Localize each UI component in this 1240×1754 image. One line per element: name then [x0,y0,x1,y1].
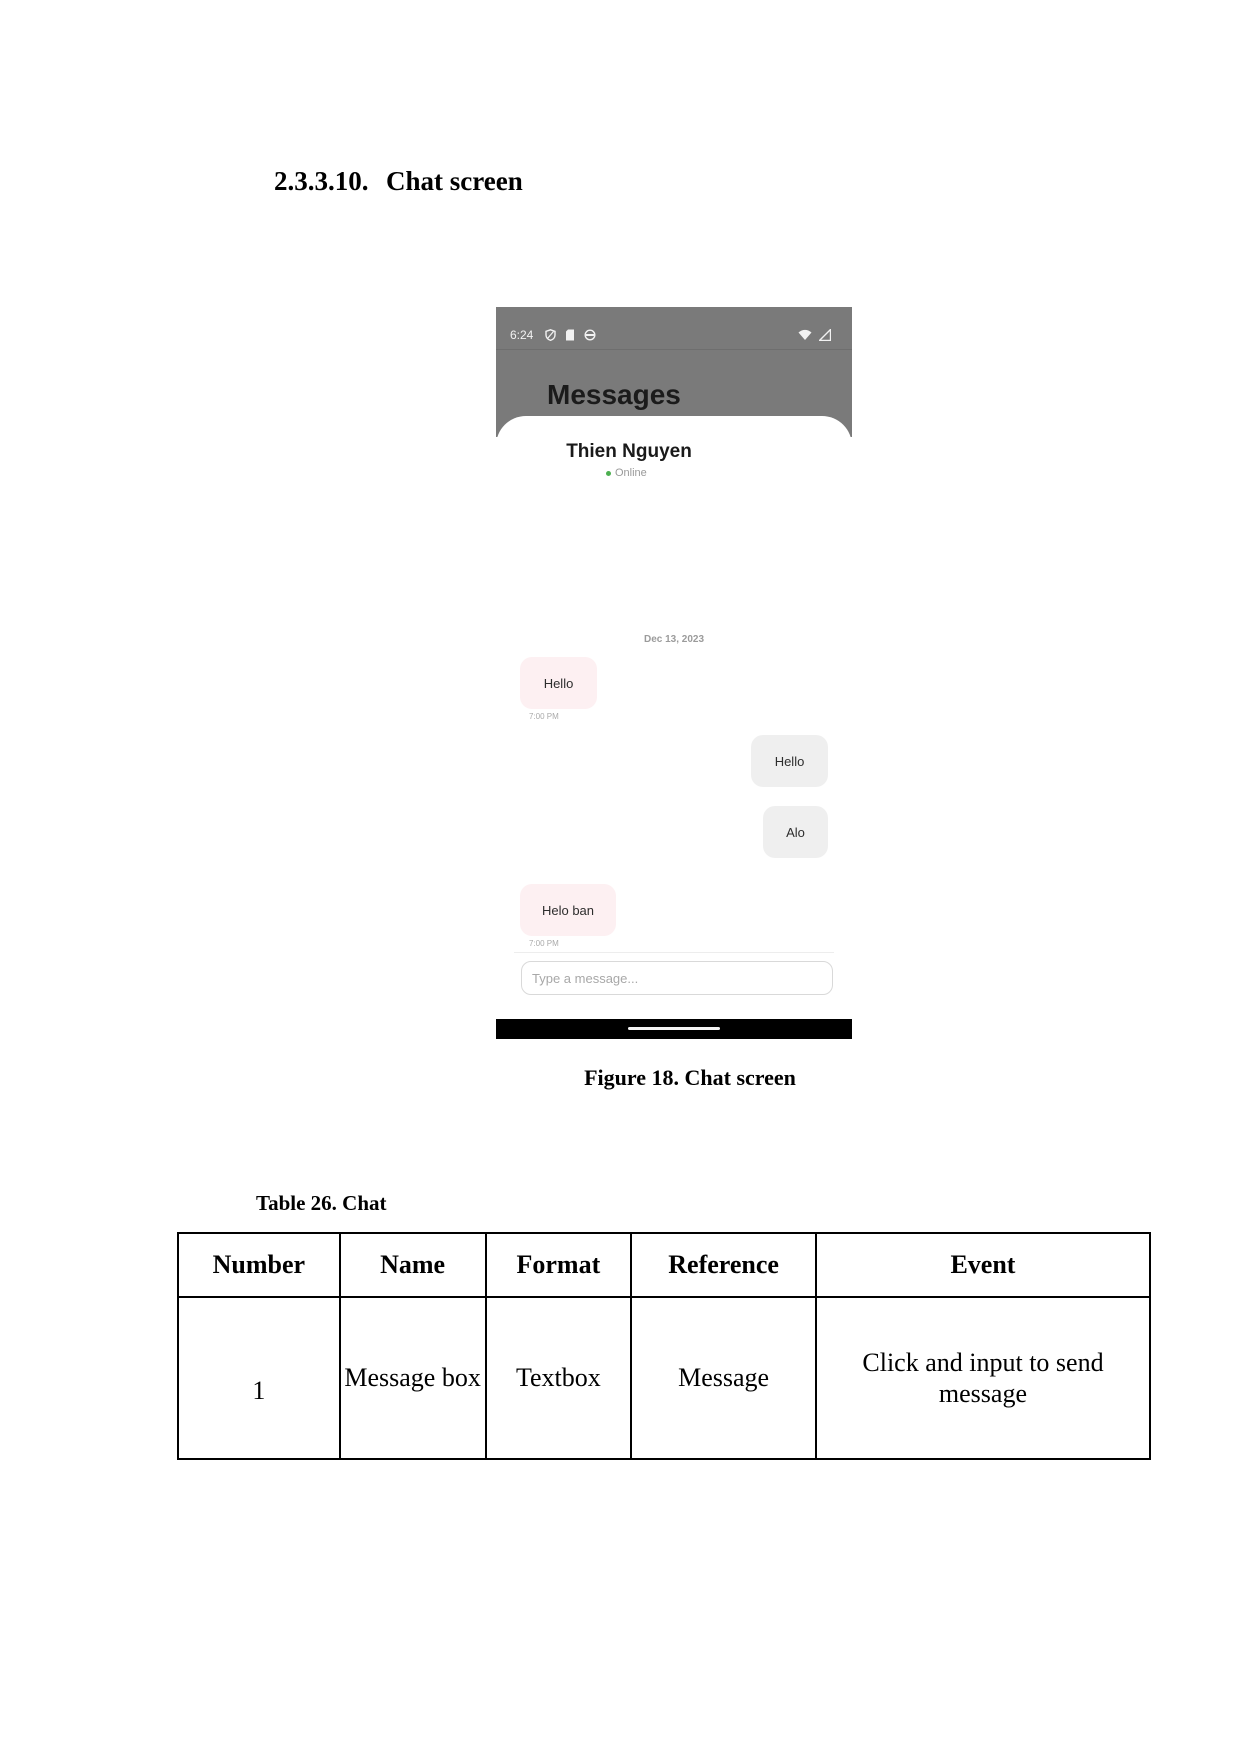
sd-card-icon [563,328,577,342]
figure-caption: Figure 18. Chat screen [584,1065,796,1090]
date-separator: Dec 13, 2023 [644,634,705,645]
cell-number: 1 [178,1297,340,1459]
online-dot-icon [606,471,611,476]
chat-screen-screenshot [496,307,852,1039]
spec-table [177,1232,1151,1460]
sync-icon [583,328,597,342]
header-format: Format [486,1233,632,1297]
message-time: 7:00 PM [529,939,559,948]
message-time: 7:00 PM [529,712,559,721]
message-bubble-outgoing: Alo [763,806,828,858]
cell-format: Textbox [486,1297,632,1459]
section-heading [274,166,523,197]
cell-name: Message box [340,1297,486,1459]
section-number: 2.3.3.10. [274,166,369,196]
system-nav-bar [496,1019,852,1039]
header-reference: Reference [631,1233,816,1297]
cell-event: Click and input to send message [816,1297,1150,1459]
wifi-icon [798,328,812,342]
message-bubble-incoming: Hello [520,657,597,709]
signal-icon [818,328,832,342]
app-title: Messages [547,379,681,410]
section-title: Chat screen [386,166,523,196]
cell-reference: Message [631,1297,816,1459]
shield-icon [543,328,557,342]
status-bar [510,321,838,349]
table-row [178,1297,1150,1459]
message-bubble-incoming: Helo ban [520,884,616,936]
header-event: Event [816,1233,1150,1297]
header-number: Number [178,1233,340,1297]
status-time: 6:24 [510,328,534,342]
contact-status [606,467,647,479]
table-header-row [178,1233,1150,1297]
contact-name: Thien Nguyen [566,441,692,462]
input-divider [514,952,834,953]
table-caption: Table 26. Chat [256,1191,387,1215]
message-bubble-outgoing: Hello [751,735,828,787]
header-divider [496,349,852,350]
header-name: Name [340,1233,486,1297]
message-input[interactable] [521,961,833,995]
home-handle[interactable] [628,1027,720,1030]
contact-status-label: Online [615,467,647,479]
